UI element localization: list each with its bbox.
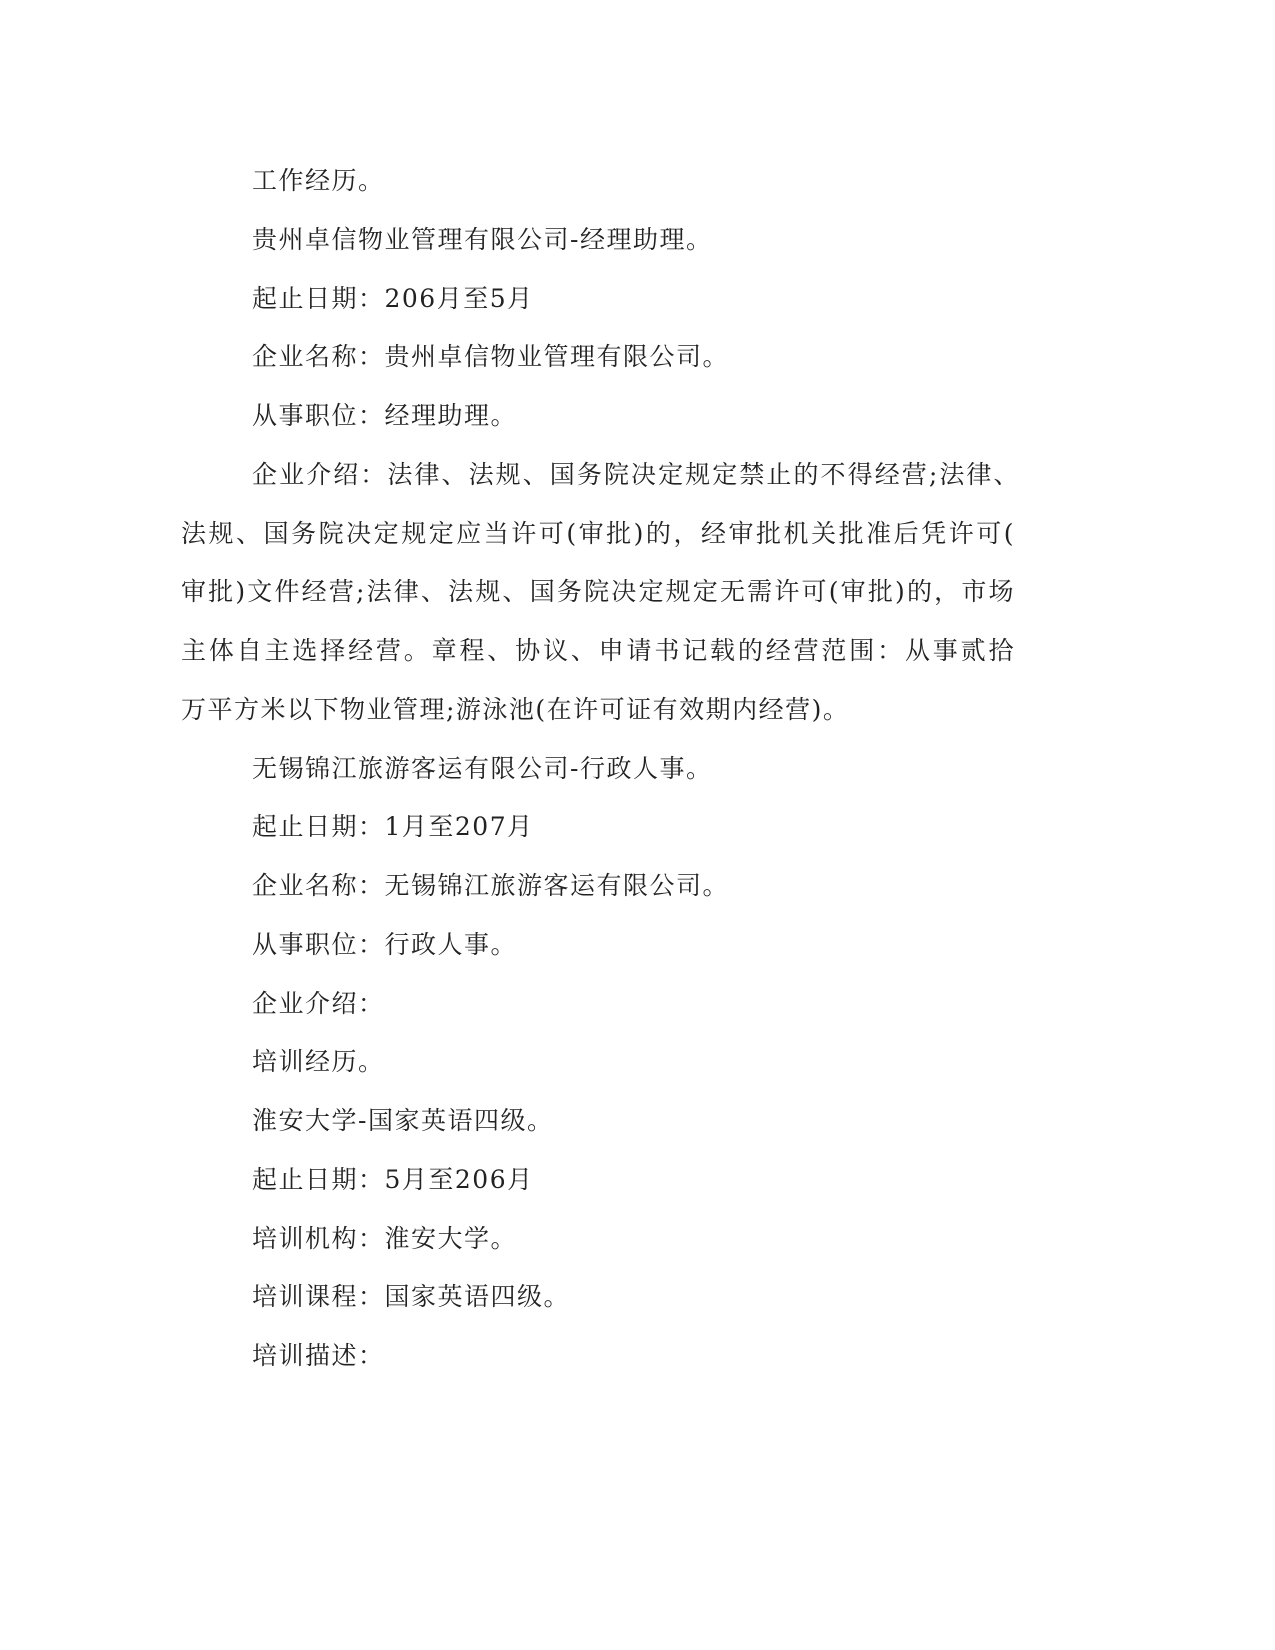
training-period: 起止日期：5月至206月 xyxy=(252,1164,534,1194)
job-1-period: 起止日期：206月至5月 xyxy=(252,283,534,313)
job-2-position: 从事职位：行政人事。 xyxy=(252,929,518,959)
job-1-intro-line: 主体自主选择经营。章程、协议、申请书记载的经营范围：从事贰拾 xyxy=(181,636,1015,665)
job-1-position: 从事职位：经理助理。 xyxy=(252,401,518,430)
job-2-company: 企业名称：无锡锦江旅游客运有限公司。 xyxy=(252,871,730,900)
training-heading: 培训经历。 xyxy=(252,1047,385,1077)
training-institution: 培训机构：淮安大学。 xyxy=(252,1223,518,1253)
job-2-period: 起止日期：1月至207月 xyxy=(252,812,534,842)
job-1-title: 贵州卓信物业管理有限公司-经理助理。 xyxy=(252,224,713,254)
job-1-intro-paragraph xyxy=(0,446,1275,740)
work-experience-heading: 工作经历。 xyxy=(252,166,385,195)
document-page xyxy=(0,152,1275,1386)
job-1-company: 企业名称：贵州卓信物业管理有限公司。 xyxy=(252,342,730,372)
job-1-intro-line: 万平方米以下物业管理;游泳池(在许可证有效期内经营)。 xyxy=(181,694,850,724)
training-description: 培训描述： xyxy=(252,1341,385,1370)
job-2-title: 无锡锦江旅游客运有限公司-行政人事。 xyxy=(252,753,713,783)
training-course: 培训课程：国家英语四级。 xyxy=(252,1282,571,1312)
job-1-intro-line: 法规、国务院决定规定应当许可(审批)的，经审批机关批准后凭许可( xyxy=(181,518,1015,548)
job-2-intro: 企业介绍： xyxy=(252,988,385,1018)
job-1-intro-line: 企业介绍：法律、法规、国务院决定规定禁止的不得经营;法律、 xyxy=(252,459,1020,489)
job-1-intro-line: 审批)文件经营;法律、法规、国务院决定规定无需许可(审批)的，市场 xyxy=(181,577,1015,607)
training-title: 淮安大学-国家英语四级。 xyxy=(252,1106,554,1135)
